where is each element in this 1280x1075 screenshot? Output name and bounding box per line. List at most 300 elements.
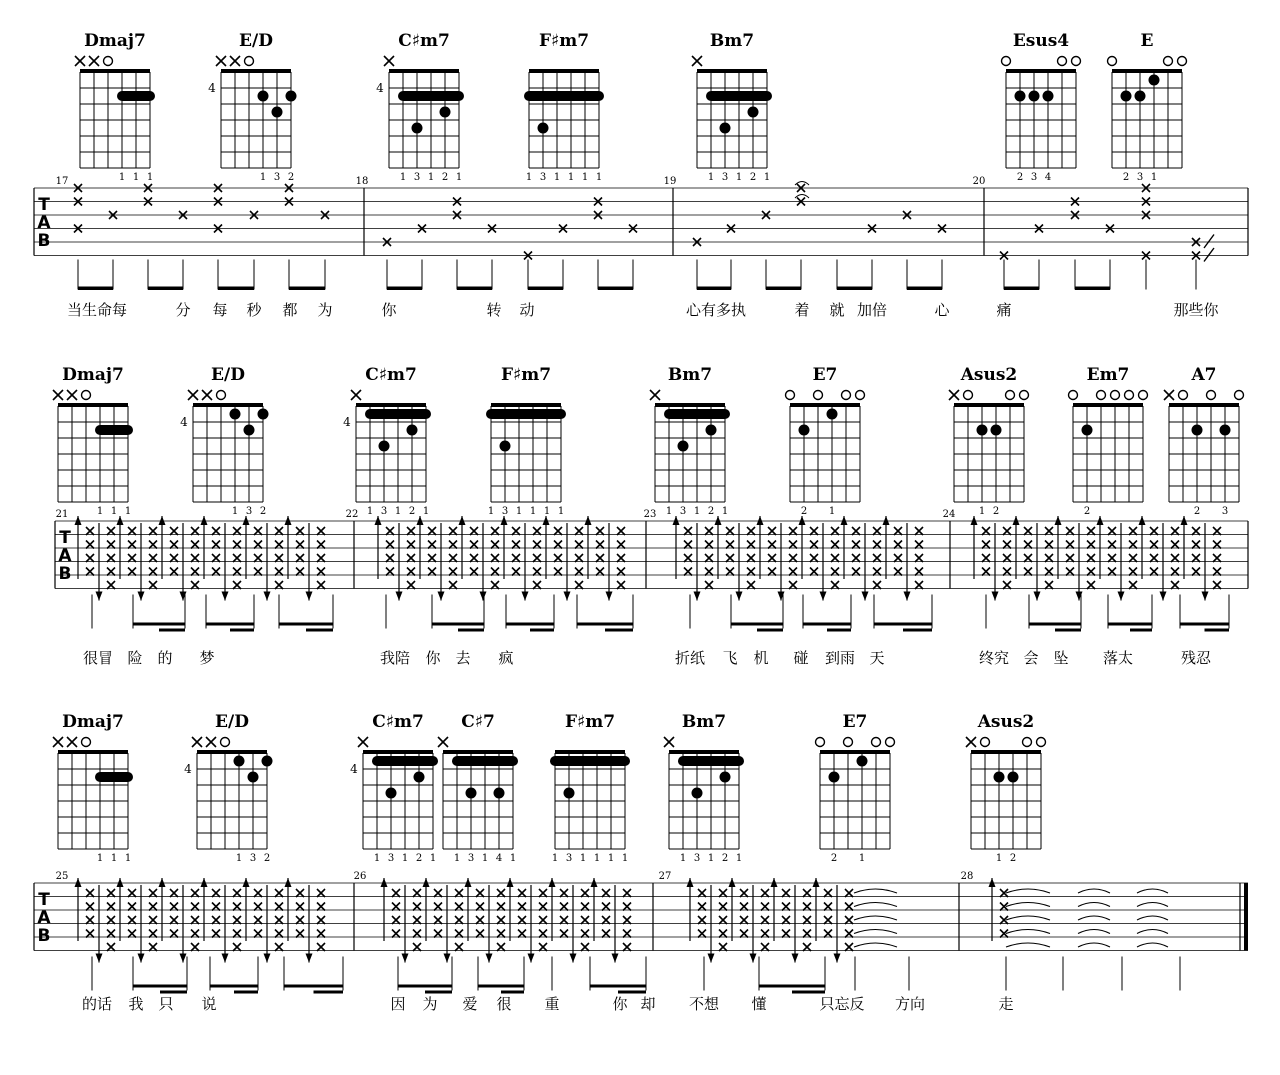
chord-name: Em7 bbox=[1086, 365, 1130, 385]
x-note bbox=[212, 889, 220, 897]
x-note bbox=[497, 943, 505, 951]
x-note bbox=[107, 568, 115, 576]
lyric-text: 着 bbox=[794, 301, 810, 319]
finger-number: 3 bbox=[1221, 506, 1229, 517]
arrow-head bbox=[883, 516, 890, 525]
beam bbox=[133, 623, 185, 626]
x-note bbox=[497, 889, 505, 897]
x-note bbox=[894, 527, 902, 535]
open-string-marker bbox=[1111, 391, 1120, 400]
finger-dot bbox=[386, 788, 397, 799]
x-note bbox=[982, 568, 990, 576]
x-note bbox=[317, 930, 325, 938]
lyric-text: 疯 bbox=[498, 649, 514, 667]
tie bbox=[1078, 889, 1110, 893]
arrow-head bbox=[180, 954, 187, 963]
x-note bbox=[434, 930, 442, 938]
chord-name: C♯m7 bbox=[372, 712, 424, 732]
x-note bbox=[86, 903, 94, 911]
x-note bbox=[191, 581, 199, 589]
strum-up-arrow bbox=[159, 878, 166, 941]
x-note bbox=[212, 930, 220, 938]
beam bbox=[803, 623, 851, 626]
chord-diagram bbox=[1164, 365, 1244, 517]
finger-dot bbox=[286, 91, 297, 102]
x-note bbox=[1171, 581, 1179, 589]
x-note bbox=[386, 527, 394, 535]
x-note bbox=[407, 527, 415, 535]
finger-number: 1 bbox=[394, 506, 402, 517]
finger-number: 1 bbox=[543, 506, 551, 517]
lyric-text: 碰 bbox=[793, 649, 809, 667]
finger-number: 2 bbox=[1122, 172, 1130, 183]
x-note bbox=[455, 943, 463, 951]
arrow-head bbox=[96, 954, 103, 963]
strum-up-arrow bbox=[285, 878, 292, 941]
x-note bbox=[1003, 554, 1011, 562]
finger-number: 2 bbox=[415, 853, 423, 864]
arrow-head bbox=[687, 878, 694, 887]
open-string-marker bbox=[1139, 391, 1148, 400]
measure-number: 28 bbox=[960, 871, 974, 882]
x-note bbox=[455, 903, 463, 911]
x-note bbox=[761, 916, 769, 924]
open-string-marker bbox=[82, 738, 91, 747]
x-note bbox=[726, 527, 734, 535]
finger-number: 2 bbox=[1193, 506, 1201, 517]
arrow-head bbox=[813, 878, 820, 887]
x-note bbox=[1045, 554, 1053, 562]
finger-number: 1 bbox=[110, 506, 118, 517]
finger-number: 1 bbox=[858, 853, 866, 864]
x-note bbox=[191, 541, 199, 549]
x-note bbox=[212, 554, 220, 562]
x-note bbox=[533, 527, 541, 535]
x-note bbox=[1129, 568, 1137, 576]
finger-number: 2 bbox=[749, 172, 757, 183]
chord-diagram bbox=[692, 31, 770, 183]
x-note bbox=[966, 737, 976, 747]
finger-number: 2 bbox=[441, 172, 449, 183]
finger-dot bbox=[234, 756, 245, 767]
x-note bbox=[1171, 568, 1179, 576]
x-note bbox=[852, 568, 860, 576]
x-note bbox=[1171, 554, 1179, 562]
arrow-head bbox=[971, 516, 978, 525]
x-note bbox=[705, 527, 713, 535]
finger-number: 1 bbox=[707, 172, 715, 183]
lyric-text: 飞 bbox=[722, 649, 738, 667]
x-note bbox=[128, 903, 136, 911]
finger-number: 2 bbox=[263, 853, 271, 864]
chord-diagram bbox=[53, 365, 131, 517]
fret-position-label: 4 bbox=[208, 81, 216, 95]
x-note bbox=[1066, 527, 1074, 535]
x-note bbox=[254, 916, 262, 924]
arrow-head bbox=[444, 954, 451, 963]
finger-number: 1 bbox=[721, 506, 729, 517]
tie bbox=[854, 889, 897, 893]
finger-number: 1 bbox=[735, 172, 743, 183]
finger-number: 1 bbox=[132, 172, 140, 183]
strum-up-arrow bbox=[771, 878, 778, 941]
finger-dot bbox=[1082, 425, 1093, 436]
x-note bbox=[107, 916, 115, 924]
lyric-text: 的话 bbox=[81, 995, 113, 1013]
x-note bbox=[617, 541, 625, 549]
x-note bbox=[192, 737, 202, 747]
tab-clef-letter: T bbox=[38, 195, 50, 215]
beam bbox=[577, 623, 633, 626]
finger-number: 1 bbox=[828, 506, 836, 517]
x-note bbox=[170, 930, 178, 938]
arrow-head bbox=[243, 878, 250, 887]
arrow-head bbox=[402, 954, 409, 963]
finger-number: 1 bbox=[118, 172, 126, 183]
x-note bbox=[86, 527, 94, 535]
strum-up-arrow bbox=[75, 516, 82, 579]
x-note bbox=[407, 541, 415, 549]
finger-number: 1 bbox=[567, 172, 575, 183]
beam bbox=[1075, 287, 1110, 291]
finger-number: 1 bbox=[707, 853, 715, 864]
x-note bbox=[726, 568, 734, 576]
x-note bbox=[149, 916, 157, 924]
arrow-head bbox=[159, 878, 166, 887]
x-note bbox=[275, 527, 283, 535]
open-string-marker bbox=[814, 391, 823, 400]
finger-number: 1 bbox=[735, 853, 743, 864]
x-note bbox=[726, 541, 734, 549]
x-note bbox=[149, 541, 157, 549]
strum-up-arrow bbox=[813, 878, 820, 941]
tab-staff bbox=[34, 188, 1248, 256]
x-note bbox=[1192, 568, 1200, 576]
beam bbox=[289, 287, 325, 291]
x-note bbox=[428, 527, 436, 535]
strum-up-arrow bbox=[989, 878, 996, 941]
x-note bbox=[768, 541, 776, 549]
arrow-head bbox=[222, 954, 229, 963]
x-note bbox=[719, 943, 727, 951]
x-note bbox=[1213, 568, 1221, 576]
x-note bbox=[845, 916, 853, 924]
tie bbox=[1078, 903, 1110, 907]
strum-up-arrow bbox=[465, 878, 472, 941]
x-note bbox=[539, 943, 547, 951]
chord-diagram bbox=[184, 712, 272, 864]
x-note bbox=[170, 527, 178, 535]
x-note bbox=[128, 554, 136, 562]
finger-number: 1 bbox=[763, 172, 771, 183]
open-string-marker bbox=[82, 391, 91, 400]
beam bbox=[284, 985, 343, 988]
x-note bbox=[533, 554, 541, 562]
x-note bbox=[296, 903, 304, 911]
x-note bbox=[89, 56, 99, 66]
open-string-marker bbox=[1178, 57, 1187, 66]
x-note bbox=[275, 889, 283, 897]
chord-name: C♯m7 bbox=[398, 31, 450, 51]
x-note bbox=[1087, 541, 1095, 549]
arrow-head bbox=[375, 516, 382, 525]
lyric-text: 为 bbox=[317, 301, 333, 319]
x-note bbox=[386, 554, 394, 562]
x-note bbox=[581, 903, 589, 911]
chord-diagram bbox=[376, 31, 462, 183]
x-note bbox=[894, 541, 902, 549]
x-note bbox=[698, 916, 706, 924]
x-note bbox=[392, 889, 400, 897]
x-note bbox=[698, 903, 706, 911]
finger-number: 1 bbox=[525, 172, 533, 183]
x-note bbox=[1108, 568, 1116, 576]
x-note bbox=[1066, 554, 1074, 562]
lyric-text: 去 bbox=[455, 649, 471, 667]
strum-up-arrow bbox=[243, 516, 250, 579]
beam bbox=[618, 991, 646, 994]
finger-number: 1 bbox=[231, 506, 239, 517]
x-note bbox=[782, 930, 790, 938]
finger-dot bbox=[1149, 75, 1160, 86]
arrow-head bbox=[75, 516, 82, 525]
open-string-marker bbox=[964, 391, 973, 400]
x-note bbox=[982, 541, 990, 549]
x-note bbox=[873, 541, 881, 549]
x-note bbox=[275, 916, 283, 924]
x-note bbox=[212, 916, 220, 924]
x-note bbox=[149, 889, 157, 897]
x-note bbox=[449, 568, 457, 576]
x-note bbox=[740, 903, 748, 911]
strum-up-arrow bbox=[673, 516, 680, 579]
arrow-head bbox=[1181, 516, 1188, 525]
x-note bbox=[873, 568, 881, 576]
x-note bbox=[761, 889, 769, 897]
x-note bbox=[539, 916, 547, 924]
open-string-marker bbox=[1179, 391, 1188, 400]
strum-up-arrow bbox=[757, 516, 764, 579]
x-note bbox=[831, 568, 839, 576]
finger-number: 1 bbox=[96, 506, 104, 517]
x-note bbox=[810, 568, 818, 576]
chord-name: E bbox=[1140, 31, 1154, 51]
x-note bbox=[512, 554, 520, 562]
chord-name: Bm7 bbox=[681, 712, 727, 732]
x-note bbox=[476, 889, 484, 897]
lyric-text: 只忘反 bbox=[819, 995, 865, 1013]
x-note bbox=[67, 737, 77, 747]
tab-clef-letter: A bbox=[58, 546, 72, 566]
x-note bbox=[191, 889, 199, 897]
x-note bbox=[560, 916, 568, 924]
x-note bbox=[539, 889, 547, 897]
lyric-text: 机 bbox=[753, 649, 769, 667]
open-string-marker bbox=[886, 738, 895, 747]
arrow-head bbox=[1118, 592, 1125, 601]
chord-diagram bbox=[816, 712, 895, 864]
x-note bbox=[831, 554, 839, 562]
open-string-marker bbox=[1108, 57, 1117, 66]
chord-diagram bbox=[1069, 365, 1148, 517]
measure-number: 22 bbox=[345, 509, 359, 520]
finger-number: 2 bbox=[408, 506, 416, 517]
lyric-text: 你 bbox=[612, 995, 628, 1013]
finger-number: 1 bbox=[693, 506, 701, 517]
x-note bbox=[575, 581, 583, 589]
finger-number: 1 bbox=[373, 853, 381, 864]
x-note bbox=[170, 541, 178, 549]
open-string-marker bbox=[786, 391, 795, 400]
strum-up-arrow bbox=[971, 516, 978, 579]
x-note bbox=[212, 541, 220, 549]
open-string-marker bbox=[1037, 738, 1046, 747]
x-note bbox=[407, 554, 415, 562]
x-note bbox=[1192, 527, 1200, 535]
tie bbox=[854, 943, 897, 947]
chord-diagram bbox=[949, 365, 1029, 517]
finger-dot bbox=[857, 756, 868, 767]
x-note bbox=[128, 527, 136, 535]
finger-number: 2 bbox=[721, 853, 729, 864]
x-note bbox=[1129, 581, 1137, 589]
x-note bbox=[230, 56, 240, 66]
x-note bbox=[449, 581, 457, 589]
x-note bbox=[455, 889, 463, 897]
x-note bbox=[296, 541, 304, 549]
x-note bbox=[518, 916, 526, 924]
tab-row bbox=[53, 365, 1248, 667]
x-note bbox=[434, 889, 442, 897]
arrow-head bbox=[522, 592, 529, 601]
x-note bbox=[67, 390, 77, 400]
strum-up-arrow bbox=[883, 516, 890, 579]
x-note bbox=[719, 930, 727, 938]
strum-up-arrow bbox=[585, 516, 592, 579]
lyric-text: 懂 bbox=[751, 995, 767, 1013]
arrow-head bbox=[75, 878, 82, 887]
x-note bbox=[1129, 527, 1137, 535]
tie bbox=[1137, 903, 1168, 907]
strum-up-arrow bbox=[459, 516, 466, 579]
arrow-head bbox=[1034, 592, 1041, 601]
x-note bbox=[491, 581, 499, 589]
finger-number: 1 bbox=[399, 172, 407, 183]
lyric-text: 坠 bbox=[1053, 649, 1069, 667]
open-string-marker bbox=[245, 57, 254, 66]
x-note bbox=[747, 527, 755, 535]
x-note bbox=[810, 527, 818, 535]
x-note bbox=[1003, 568, 1011, 576]
arrow-head bbox=[904, 592, 911, 601]
x-note bbox=[191, 943, 199, 951]
x-note bbox=[602, 916, 610, 924]
beam bbox=[1055, 629, 1081, 632]
arrow-head bbox=[264, 954, 271, 963]
chord-name: C♯7 bbox=[461, 712, 495, 732]
open-string-marker bbox=[1069, 391, 1078, 400]
x-note bbox=[149, 943, 157, 951]
x-note bbox=[554, 568, 562, 576]
arrow-head bbox=[757, 516, 764, 525]
chord-name: Dmaj7 bbox=[84, 31, 146, 51]
x-note bbox=[392, 916, 400, 924]
arrow-head bbox=[715, 516, 722, 525]
open-string-marker bbox=[1002, 57, 1011, 66]
arrow-head bbox=[117, 878, 124, 887]
x-note bbox=[254, 527, 262, 535]
x-note bbox=[317, 889, 325, 897]
arrow-head bbox=[138, 954, 145, 963]
x-note bbox=[351, 390, 361, 400]
x-note bbox=[254, 930, 262, 938]
x-note bbox=[740, 889, 748, 897]
final-barline-thick bbox=[1244, 883, 1248, 951]
finger-number: 3 bbox=[501, 506, 509, 517]
x-note bbox=[107, 930, 115, 938]
finger-number: 3 bbox=[273, 172, 281, 183]
x-note bbox=[202, 390, 212, 400]
finger-dot bbox=[230, 409, 241, 420]
tie bbox=[1006, 889, 1050, 893]
beam bbox=[759, 985, 825, 988]
x-note bbox=[575, 554, 583, 562]
tie bbox=[1006, 903, 1050, 907]
x-note bbox=[560, 930, 568, 938]
finger-number: 4 bbox=[1044, 172, 1052, 183]
finger-number: 1 bbox=[481, 853, 489, 864]
x-note bbox=[789, 568, 797, 576]
x-note bbox=[623, 930, 631, 938]
x-note bbox=[533, 541, 541, 549]
fret-position-label: 4 bbox=[350, 762, 358, 776]
beam bbox=[432, 623, 484, 626]
lyric-text: 就 bbox=[829, 301, 845, 319]
finger-number: 2 bbox=[1083, 506, 1091, 517]
lyric-text: 的 bbox=[157, 649, 173, 667]
x-note bbox=[1003, 527, 1011, 535]
arrow-head bbox=[992, 592, 999, 601]
lyric-text: 会 bbox=[1023, 649, 1039, 667]
x-note bbox=[915, 554, 923, 562]
x-note bbox=[170, 903, 178, 911]
chord-diagram bbox=[438, 712, 516, 864]
arrow-head bbox=[528, 954, 535, 963]
chord-diagram bbox=[650, 365, 728, 517]
x-note bbox=[602, 930, 610, 938]
x-note bbox=[845, 889, 853, 897]
x-note bbox=[275, 943, 283, 951]
beam bbox=[827, 629, 851, 632]
arrow-head bbox=[1139, 516, 1146, 525]
x-note bbox=[212, 527, 220, 535]
beam bbox=[731, 623, 783, 626]
x-note bbox=[575, 541, 583, 549]
lyric-text: 加倍 bbox=[856, 301, 888, 319]
chord-name: Bm7 bbox=[667, 365, 713, 385]
x-note bbox=[275, 568, 283, 576]
x-note bbox=[254, 568, 262, 576]
beam bbox=[874, 623, 932, 626]
finger-dot bbox=[440, 107, 451, 118]
x-note bbox=[275, 541, 283, 549]
x-note bbox=[803, 889, 811, 897]
finger-number: 2 bbox=[259, 506, 267, 517]
x-note bbox=[86, 930, 94, 938]
beam bbox=[78, 287, 113, 291]
arrow-head bbox=[820, 592, 827, 601]
tie bbox=[854, 903, 897, 907]
